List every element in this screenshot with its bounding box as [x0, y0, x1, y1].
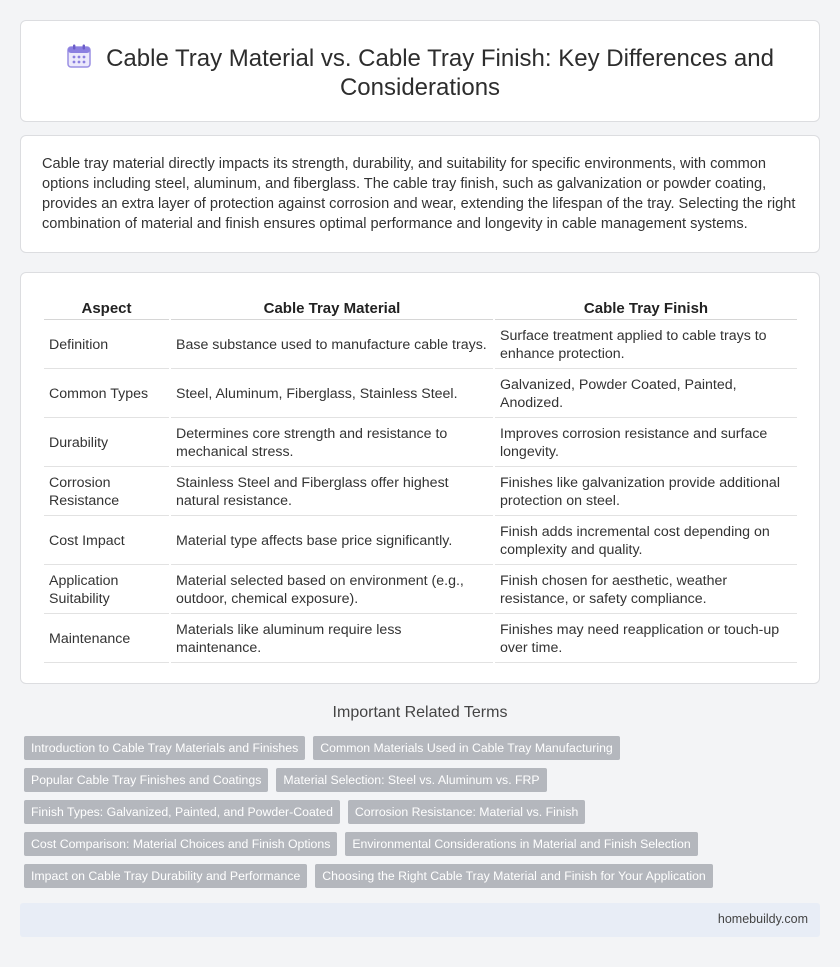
tag-row [24, 768, 724, 800]
finish-cell: Finishes may need reapplication or touch-up over time. [495, 616, 797, 663]
tag-row [24, 832, 724, 864]
material-cell: Base substance used to manufacture cable trays. [171, 322, 493, 369]
finish-cell: Finish chosen for aesthetic, weather resistance, or safety compliance. [495, 567, 797, 614]
related-terms-heading: Important Related Terms [332, 704, 508, 721]
finish-cell: Surface treatment applied to cable trays to enhance protection. [495, 322, 797, 369]
comparison-table [42, 296, 799, 665]
table-row [44, 322, 797, 369]
table-row [44, 518, 797, 565]
calendar-icon [66, 43, 92, 69]
aspect-cell: Common Types [44, 371, 169, 418]
related-term-tag[interactable]: Corrosion Resistance: Material vs. Finish [348, 800, 585, 824]
aspect-cell: Durability [44, 420, 169, 467]
header-finish: Cable Tray Finish [495, 298, 797, 320]
related-term-tag[interactable]: Choosing the Right Cable Tray Material and Finish for Your Application [315, 864, 712, 888]
table-row [44, 567, 797, 614]
header-material: Cable Tray Material [171, 298, 493, 320]
header-aspect: Aspect [44, 298, 169, 320]
finish-cell: Improves corrosion resistance and surface longevity. [495, 420, 797, 467]
aspect-cell: Maintenance [44, 616, 169, 663]
related-term-tag[interactable]: Material Selection: Steel vs. Aluminum vs. FRP [276, 768, 546, 792]
aspect-cell: Application Suitability [44, 567, 169, 614]
related-term-tag[interactable]: Impact on Cable Tray Durability and Performance [24, 864, 307, 888]
title-card [20, 20, 820, 122]
aspect-cell: Definition [44, 322, 169, 369]
material-cell: Material selected based on environment (e.g., outdoor, chemical exposure). [171, 567, 493, 614]
related-term-tag[interactable]: Finish Types: Galvanized, Painted, and Powder-Coated [24, 800, 340, 824]
footer [20, 903, 820, 937]
comparison-card [20, 272, 820, 684]
table-row [44, 371, 797, 418]
material-cell: Determines core strength and resistance to mechanical stress. [171, 420, 493, 467]
material-cell: Materials like aluminum require less maintenance. [171, 616, 493, 663]
title-wrap [61, 43, 779, 102]
tag-row [24, 864, 724, 896]
related-terms-list [24, 736, 724, 896]
material-cell: Material type affects base price significantly. [171, 518, 493, 565]
table-header-row [44, 298, 797, 320]
intro-paragraph: Cable tray material directly impacts its strength, durability, and suitability for specific environments, with common options including steel, aluminum, and fiberglass. The cable tray finish, such as galvanization or powder coating, provides an extra layer of protection against corrosion and wear, extending the lifespan of the tray. Selecting the right combination of material and finish ensures optimal performance and longevity in cable management systems. [42, 156, 796, 232]
page-title: Cable Tray Material vs. Cable Tray Finish: Key Differences and Considerations [106, 45, 774, 101]
footer-site-link[interactable]: homebuildy.com [717, 912, 808, 926]
material-cell: Stainless Steel and Fiberglass offer highest natural resistance. [171, 469, 493, 516]
material-cell: Steel, Aluminum, Fiberglass, Stainless Steel. [171, 371, 493, 418]
related-term-tag[interactable]: Cost Comparison: Material Choices and Finish Options [24, 832, 337, 856]
related-term-tag[interactable]: Common Materials Used in Cable Tray Manufacturing [313, 736, 620, 760]
tag-row [24, 736, 724, 768]
table-row [44, 616, 797, 663]
aspect-cell: Cost Impact [44, 518, 169, 565]
table-row [44, 420, 797, 467]
related-term-tag[interactable]: Introduction to Cable Tray Materials and Finishes [24, 736, 305, 760]
finish-cell: Finish adds incremental cost depending on complexity and quality. [495, 518, 797, 565]
aspect-cell: Corrosion Resistance [44, 469, 169, 516]
finish-cell: Finishes like galvanization provide additional protection on steel. [495, 469, 797, 516]
finish-cell: Galvanized, Powder Coated, Painted, Anodized. [495, 371, 797, 418]
intro-card [20, 135, 820, 253]
related-term-tag[interactable]: Popular Cable Tray Finishes and Coatings [24, 768, 268, 792]
tag-row [24, 800, 724, 832]
table-row [44, 469, 797, 516]
related-term-tag[interactable]: Environmental Considerations in Material and Finish Selection [345, 832, 697, 856]
